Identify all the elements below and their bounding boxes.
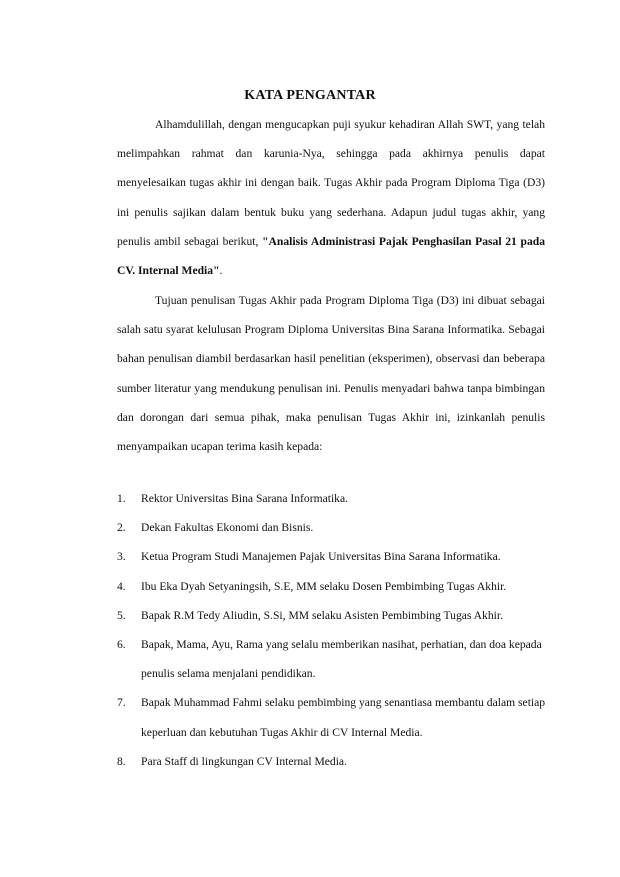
list-item-text: Bapak R.M Tedy Aliudin, S.Si, MM selaku Asisten Pembimbing Tugas Akhir.: [141, 608, 503, 622]
list-item: [117, 601, 547, 630]
list-item-text: Bapak, Mama, Ayu, Rama yang selalu memberikan nasihat, perhatian, dan doa kepada penulis selama menjalani pendidikan.: [141, 638, 542, 681]
list-number: 7.: [117, 696, 126, 710]
list-item: [117, 542, 547, 571]
list-number: 2.: [117, 521, 126, 535]
list-number: 6.: [117, 638, 126, 652]
list-item-text: Dekan Fakultas Ekonomi dan Bisnis.: [141, 521, 314, 535]
list-number: 1.: [117, 492, 126, 505]
list-item-text: Ketua Program Studi Manajemen Pajak Universitas Bina Sarana Informatika.: [141, 550, 501, 564]
list-item-text: Bapak Muhammad Fahmi selaku pembimbing yang senantiasa membantu dalam setiap keperluan dan kebutuhan Tugas Akhir di CV Internal Media.: [141, 696, 546, 739]
list-number: 4.: [117, 579, 126, 593]
opening-paragraph-end: .: [219, 264, 223, 278]
list-number: 5.: [117, 608, 126, 622]
list-number: 3.: [117, 550, 126, 564]
opening-paragraph-text: Alhamdulillah, dengan mengucapkan puji syukur kehadiran Allah SWT, yang telah melimpahkan rahmat dan karunia-Nya, sehingga pada akhirnya penulis dapat menyelesaikan tugas akhir ini dengan baik. Tugas Akhir pada Program Diploma Tiga (D3) ini penulis sajikan dalam bentuk buku yang sederhana. Adapun judul tugas akhir, yang penulis ambil sebagai berikut,: [117, 118, 545, 248]
thesis-title: "Analisis Administrasi Pajak Penghasilan Pasal 21 pada CV. Internal Media": [117, 234, 545, 278]
list-item: [117, 513, 547, 542]
list-item: [117, 484, 547, 513]
list-item: [117, 688, 547, 746]
list-number: 8.: [117, 754, 126, 768]
list-item: [117, 747, 547, 776]
list-item: [117, 572, 547, 601]
list-item-text: Ibu Eka Dyah Setyaningsih, S.E, MM selaku Dosen Pembimbing Tugas Akhir.: [141, 579, 507, 593]
list-item-text: Para Staff di lingkungan CV Internal Media.: [141, 754, 347, 768]
page-title: KATA PENGANTAR: [244, 88, 376, 103]
list-item-text: Rektor Universitas Bina Sarana Informatika.: [141, 492, 349, 505]
list-item: [117, 630, 547, 688]
acknowledgement-list: [117, 484, 547, 776]
purpose-paragraph: Tujuan penulisan Tugas Akhir pada Program Diploma Tiga (D3) ini dibuat sebagai salah satu syarat kelulusan Program Diploma Universitas Bina Sarana Informatika. Sebagai bahan penulisan diambil berdasarkan hasil penelitian (eksperimen), observasi dan beberapa sumber literatur yang mendukung penulisan ini. Penulis menyadari bahwa tanpa bimbingan dan dorongan dari semua pihak, maka penulisan Tugas Akhir ini, izinkanlah penulis menyampaikan ucapan terima kasih kepada:: [117, 294, 545, 454]
opening-paragraph: [117, 110, 545, 285]
